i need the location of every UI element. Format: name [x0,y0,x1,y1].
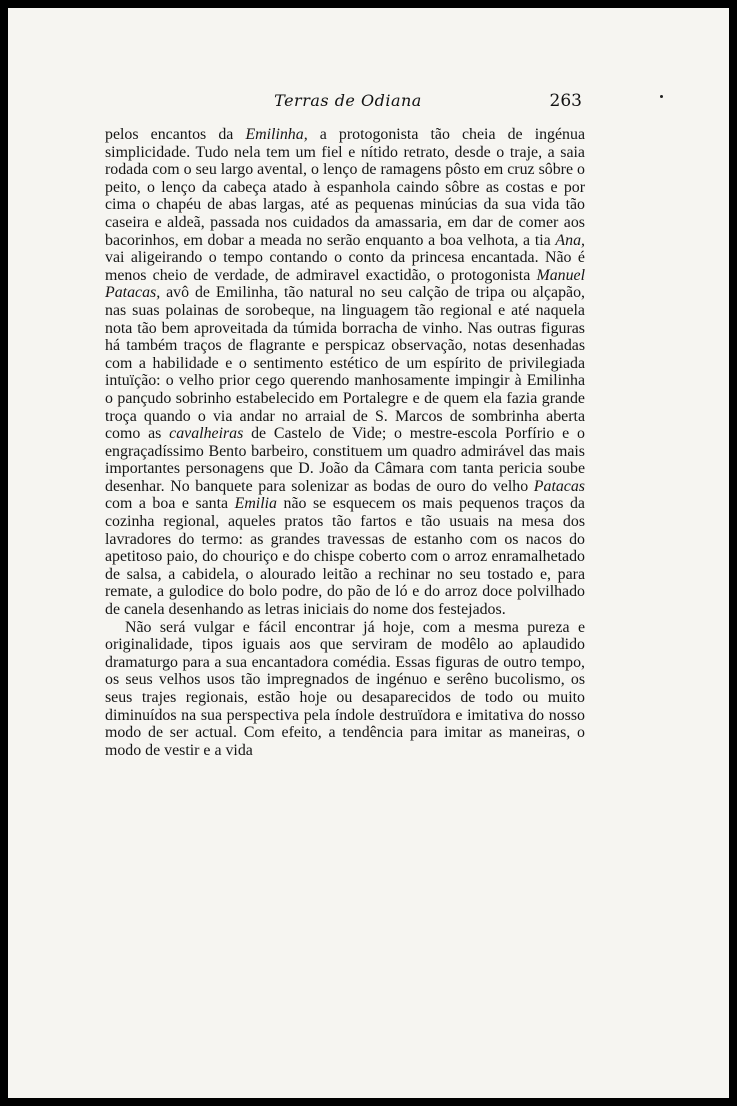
body-text [105,126,585,759]
italic-text: Emilinha, [245,126,308,143]
print-speck [660,95,663,98]
text-run: de Castelo de Vide; o mestre-escola Porfírio e o engraçadíssimo Bento barbeiro, constituem um quadro admirável das mais importantes personagens que D. João da Câmara com tanta pericia soube desenhar. No banquete para solenizar as bodas de ouro do velho [105,425,585,495]
italic-text: Patacas [533,477,585,495]
text-run: pelos encantos da [105,126,246,143]
italic-text: Manuel Patacas, [105,266,585,302]
text-run: vai aligeirando o tempo contando o conto da princesa encantada. Não é menos cheio de verdade, de admiravel exactidão, o protogonista [105,249,585,284]
book-page [8,8,729,1098]
running-title: Terras de Odiana [274,91,422,110]
text-run: não se esquecem os mais pequenos traços da cozinha regional, aqueles pratos tão fartos e tão usuais na mesa dos lavradores do termo: as grandes travessas de estanho com os nacos do apetitoso paio, do chouriço e do chispe coberto com o arroz enramalhetado de salsa, a cabidela, o alourado leitão a rechinar no seu tostado e, para remate, a gulodice do bolo podre, do pão de ló e do arroz doce polvilhado de canela desenhando as letras iniciais do nome dos festejados. [105,495,585,619]
text-run: com a boa e santa [105,495,235,513]
running-head [108,91,588,121]
italic-text: Ana, [555,231,585,249]
text-run: a protogonista tão cheia de ingénua simplicidade. Tudo nela tem um fiel e nítido retrato, desde o traje, a saia rodada com o seu largo avental, o lenço de ramagens pôsto em cruz sôbre o peito, o lenço da cabeça atado à espanhola caindo sôbre as costas e por cima o chapéu de abas largas, até as pequenas minúcias da sua vida tão caseira e aldeã, passada nos cuidados da amassaria, em dar de comer aos bacorinhos, em dobar a meada no serão enquanto a boa velhota, a tia [105,126,585,249]
paragraph [105,126,585,619]
paragraph [105,619,585,760]
italic-text: cavalheiras [169,425,244,443]
text-run: Não será vulgar e fácil encontrar já hoje, com a mesma pureza e originalidade, tipos iguais aos que serviram de modêlo ao aplaudido dramaturgo para a sua encantadora comédia. Essas figuras de outro tempo, os seus velhos usos tão impregnados de ingénuo e serêno bucolismo, os seus trajes regionais, estão hoje ou desaparecidos de todo ou muito diminuídos na sua perspectiva pela índole destruïdora e imitativa do nosso modo de ser actual. Com efeito, a tendência para imitar as maneiras, o modo de vestir e a vida [105,618,585,759]
page-number: 263 [549,91,582,111]
italic-text: Emilia [234,495,277,513]
text-run: avô de Emilinha, tão natural no seu calção de tripa ou alçapão, nas suas polainas de sorobeque, na linguagem tão regional e até naquela nota tão bem aproveitada da túmida borracha de vinho. Nas outras figuras há também traços de flagrante e perspicaz observação, notas desenhadas com a habilidade e o sentimento estético de um espírito de privilegiada intuïção: o velho prior cego querendo manhosamente impingir à Emilinha o pançudo sobrinho estabelecido em Portalegre e de quem ela fazia grande troça quando o via andar no arraial de S. Marcos de sombrinha aberta como as [105,284,585,443]
